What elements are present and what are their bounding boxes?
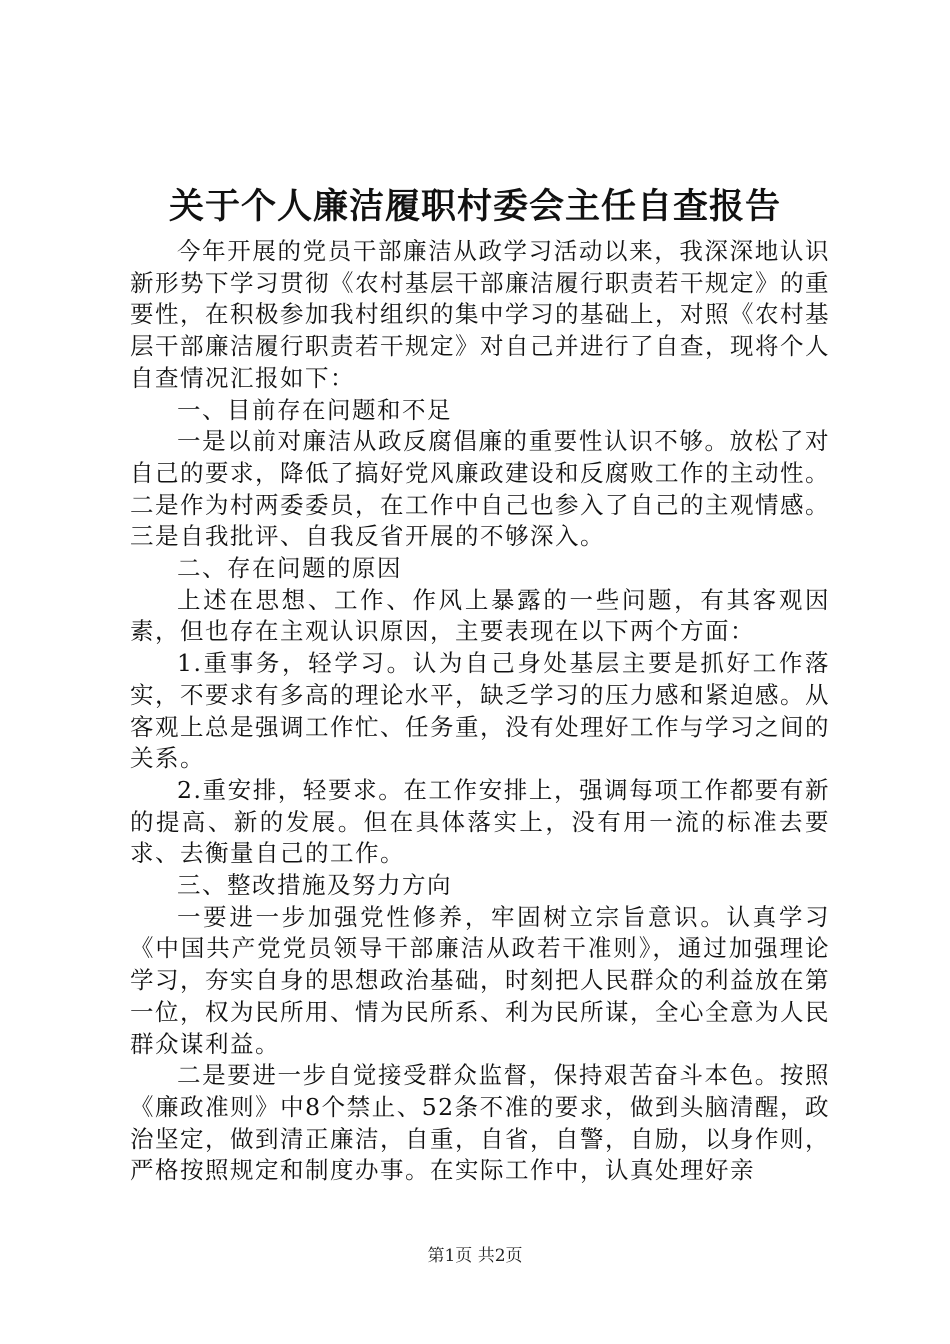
- paragraph-problems: 一是以前对廉洁从政反腐倡廉的重要性认识不够。放松了对自己的要求，降低了搞好党风廉政建设和反腐败工作的主动性。二是作为村两委委员，在工作中自己也参入了自己的主观情感。三是自我批评、自我反省开展的不够深入。: [130, 427, 830, 551]
- paragraph-cause-2: 2.重安排，轻要求。在工作安排上，强调每项工作都要有新的提高、新的发展。但在具体落实上，没有用一流的标准去要求、去衡量自己的工作。: [130, 775, 830, 868]
- paragraph-measure-2: 二是要进一步自觉接受群众监督，保持艰苦奋斗本色。按照《廉政准则》中8个禁止、52条不准的要求，做到头脑清醒，政治坚定，做到清正廉洁，自重，自省，自警，自励，以身作则，严格按照规定和制度办事。在实际工作中，认真处理好亲: [130, 1061, 830, 1185]
- document-title: 关于个人廉洁履职村委会主任自查报告: [168, 186, 781, 227]
- page-number: 第1页 共2页: [427, 1246, 523, 1266]
- paragraph-measure-1: 一要进一步加强党性修养，牢固树立宗旨意识。认真学习《中国共产党党员领导干部廉洁从政若干准则》，通过加强理论学习，夯实自身的思想政治基础，时刻把人民群众的利益放在第一位，权为民所用、情为民所系、利为民所谋，全心全意为人民群众谋利益。: [130, 902, 830, 1058]
- paragraph-cause-1: 1.重事务，轻学习。认为自己身处基层主要是抓好工作落实，不要求有多高的理论水平，缺乏学习的压力感和紧迫感。从客观上总是强调工作忙、任务重，没有处理好工作与学习之间的关系。: [130, 649, 830, 773]
- section-heading-2: 二、存在问题的原因: [177, 554, 402, 583]
- paragraph-causes: 上述在思想、工作、作风上暴露的一些问题，有其客观因素，但也存在主观认识原因，主要表现在以下两个方面：: [130, 585, 830, 646]
- section-heading-1: 一、目前存在问题和不足: [177, 395, 452, 424]
- section-heading-3: 三、整改措施及努力方向: [177, 871, 452, 900]
- document-body: [130, 236, 830, 1187]
- paragraph-intro: 今年开展的党员干部廉洁从政学习活动以来，我深深地认识新形势下学习贯彻《农村基层干部廉洁履行职责若干规定》的重要性，在积极参加我村组织的集中学习的基础上，对照《农村基层干部廉洁履行职责若干规定》对自己并进行了自查，现将个人自查情况汇报如下：: [130, 237, 830, 392]
